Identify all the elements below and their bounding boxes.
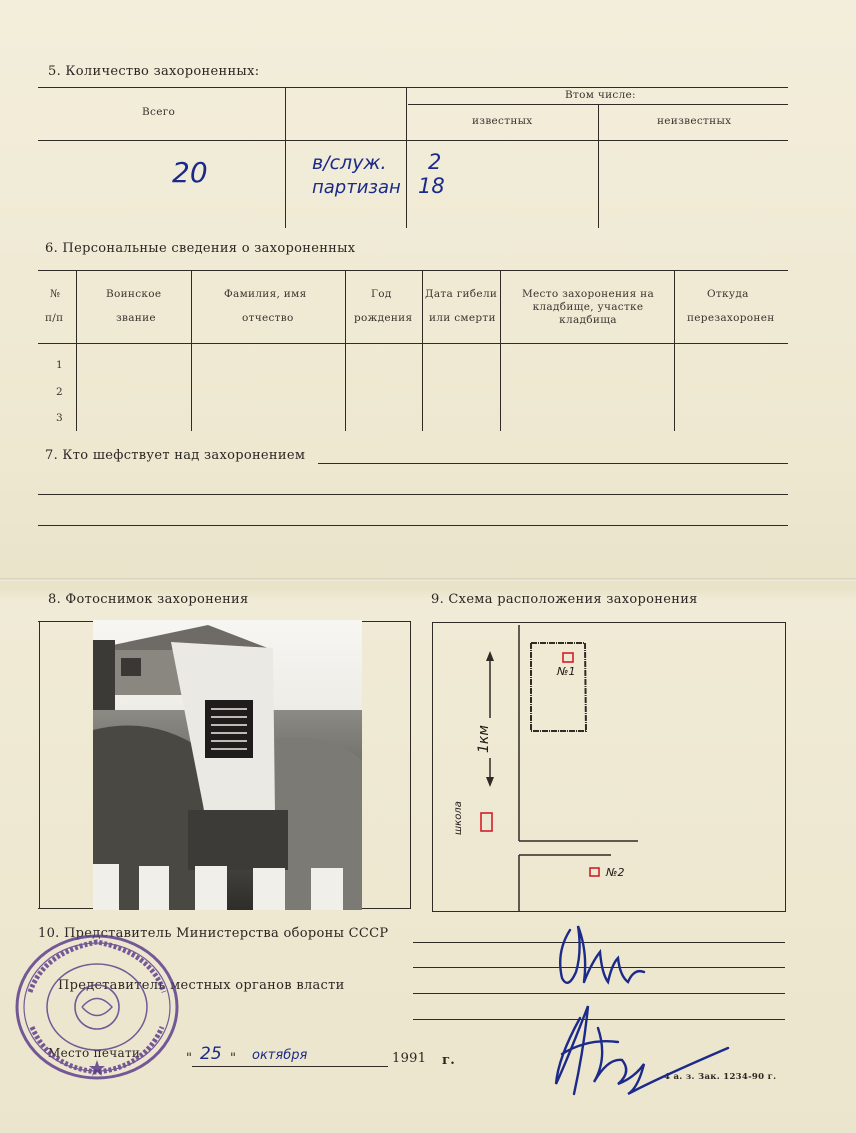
col-including: Втом числе: [565,89,636,101]
category1-label: в/служ. [312,152,387,174]
date-month: октября [252,1048,308,1063]
row-number: 2 [56,386,63,398]
seal-label: Место печати [48,1046,141,1060]
table6-divider [500,271,501,431]
date-underline [192,1066,388,1067]
section7-line [38,494,788,495]
burial-photo [93,620,362,910]
col-num-1: № [50,288,61,300]
photo-frame-right [410,621,411,908]
row-number: 3 [56,412,63,424]
col-name-1: Фамилия, имя [224,288,307,300]
marker2-label: №2 [606,866,625,879]
section8-title: 8. Фотоснимок захоронения [48,592,249,607]
col-death-2: или смерти [429,312,496,324]
date-suffix: г. [442,1053,456,1068]
col-num-2: п/п [45,312,64,324]
table5-top-line [38,87,788,88]
col-total: Всего [142,106,176,118]
school-label: школа [453,801,464,835]
col-death-1: Дата гибели [425,288,498,300]
table6-divider [674,271,675,431]
table5-divider [285,88,286,228]
table6-divider [191,271,192,431]
marker1-label: №1 [557,665,576,678]
table5-header-line [38,140,788,141]
table5-divider [406,88,407,228]
section7-line [318,463,788,464]
signature-2 [548,998,738,1098]
distance-label: 1км [476,725,492,753]
section9-title: 9. Схема расположения захоронения [431,592,698,607]
total-value: 20 [172,156,208,189]
table5-divider [598,104,599,228]
table6-divider [422,271,423,431]
col-known: известных [472,115,533,127]
category2-label: партизан [312,177,401,198]
official-seal [14,932,180,1082]
location-scheme [432,622,786,912]
signature-1 [548,912,658,992]
col-from-1: Откуда [707,288,749,300]
col-from-2: перезахоронен [687,312,775,324]
date-close-quote: " [230,1051,237,1066]
local-authority-label: Представитель местных органов власти [58,978,345,993]
photo-frame-left [39,621,40,908]
section7-title: 7. Кто шефствует над захоронением [45,448,306,463]
section6-title: 6. Персональные сведения о захороненных [45,241,356,256]
table6-divider [76,271,77,431]
category1-value: 2 [428,150,442,174]
row-number: 1 [56,359,63,371]
print-note: 4 а. з. Зак. 1234-90 г. [664,1072,777,1082]
section7-line [38,525,788,526]
section5-title: 5. Количество захороненных: [48,64,260,79]
table6-header-line [38,343,788,344]
signature-line [413,993,785,994]
section10-title: 10. Представитель Министерства обороны СССР [38,926,389,941]
col-birth-2: рождения [354,312,413,324]
col-name-2: отчество [242,312,294,324]
table6-divider [345,271,346,431]
date-year: 1991 [392,1051,427,1066]
col-unknown: неизвестных [657,115,732,127]
date-day: 25 [200,1044,222,1064]
col-rank-2: звание [116,312,156,324]
date-open-quote: " [186,1051,193,1066]
col-place: Место захоронения на кладбище, участке кладбища [521,288,654,326]
table6-top-line [38,270,788,271]
fold-line [0,578,856,581]
col-birth-1: Год [371,288,392,300]
category2-value: 18 [418,174,445,198]
col-rank-1: Воинское [106,288,162,300]
